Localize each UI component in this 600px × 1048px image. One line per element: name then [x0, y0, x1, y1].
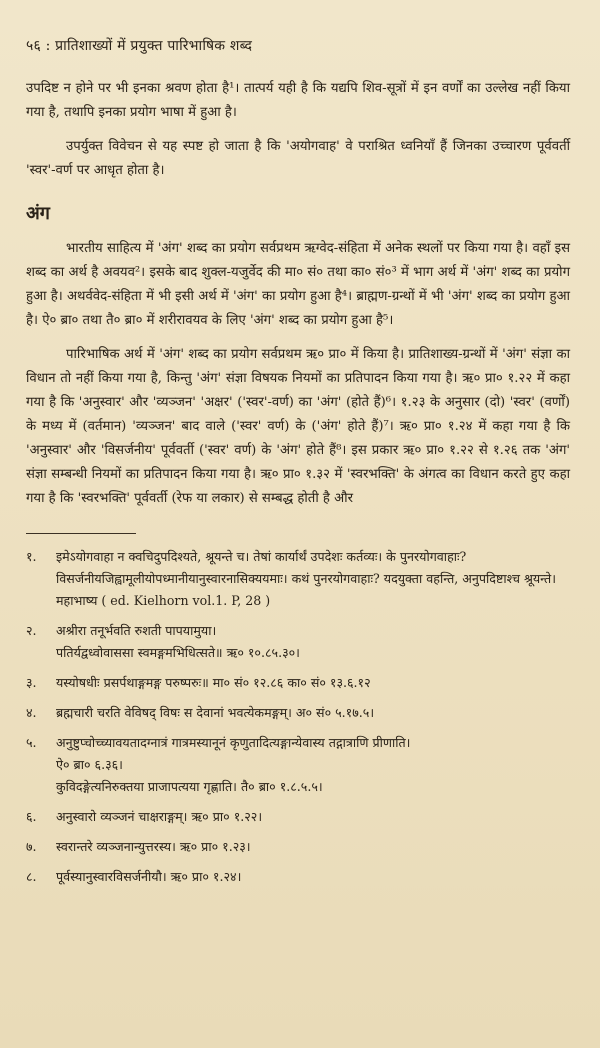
footnote — [26, 836, 570, 858]
footnote-line: अश्रीरा तनूर्भवति रुशती पापयामुया। — [56, 623, 217, 638]
footnote-line: अनुष्टुप्चोच्च्यावयतादग्नात्रं गात्रमस्यानूनं कृणुतादित्यङ्गान्येवास्य तद्गात्राणि प्रीणाति। — [56, 735, 411, 750]
footnote — [26, 546, 570, 612]
running-head: ५६ : प्रातिशाख्यों में प्रयुक्त पारिभाषिक शब्द — [26, 38, 253, 54]
intro-paragraph-2: उपर्युक्त विवेचन से यह स्पष्ट हो जाता है कि 'अयोगवाह' वे पराश्रित ध्वनियाँ हैं जिनका उच्चारण पूर्ववर्ती 'स्वर'-वर्ण पर आधृत होता है। — [26, 139, 570, 178]
section-paragraph-1: भारतीय साहित्य में 'अंग' शब्द का प्रयोग सर्वप्रथम ऋग्वेद-संहिता में अनेक स्थलों पर किया गया है। वहाँ इस शब्द का अर्थ है अवयव²। इसके बाद शुक्ल-यजुर्वेद की मा० सं० तथा का० सं०³ में भाग अर्थ में 'अंग' शब्द का प्रयोग हुआ है। अथर्ववेद-संहिता में भी इसी अर्थ में 'अंग' का प्रयोग हुआ है⁴। ब्राह्मण-ग्रन्थों में भी 'अंग' शब्द का प्रयोग हुआ है। ऐ० ब्रा० तथा तै० ब्रा० में शरीरावयव के लिए 'अंग' शब्द का प्रयोग हुआ है⁵। — [26, 241, 570, 328]
footnote-line: पतिर्यद्वध्वोवाससा स्वमङ्गमभिधित्सते॥ ऋ० १०.८५.३०। — [56, 645, 300, 660]
footnote-text — [56, 732, 570, 798]
footnote-line: स्वरान्तरे व्यञ्जनान्युत्तरस्य। ऋ० प्रा० १.२३। — [56, 839, 251, 854]
footnote — [26, 620, 570, 664]
footnote-number: ८. — [26, 869, 37, 884]
footnote — [26, 866, 570, 888]
footnote-line: इमेऽयोगवाहा न क्वचिदुपदिश्यते, श्रूयन्ते च। तेषां कार्यार्थं उपदेशः कर्तव्यः। के पुनरयोगवाहाः? विसर्जनीयजिह्वामूलीयोपध्मानीयानुस्वारनासिक्ययमाः। कथं पुनरयोगवाहाः? यदयुक्ता वहन्ति, अनुपदिष्टाश्च श्रूयन्ते। महाभाष्य ( ed. Kielhorn vol.1. P, 28 ) — [56, 549, 556, 608]
paragraph-gap — [26, 333, 570, 343]
footnote-number: ७. — [26, 839, 37, 854]
footnote-number: ६. — [26, 809, 37, 824]
footnotes — [26, 546, 570, 888]
footnote-line: पूर्वस्यानुस्वारविसर्जनीयौ। ऋ० प्रा० १.२४। — [56, 869, 242, 884]
section-heading: अंग — [26, 203, 50, 224]
footnote — [26, 702, 570, 724]
footnote-number: २. — [26, 623, 37, 638]
footnote-number: ४. — [26, 705, 37, 720]
footnote-separator — [26, 533, 136, 534]
paragraph-gap — [26, 125, 570, 135]
footnote-line: ऐ० ब्रा० ६.३६। — [56, 757, 123, 772]
footnote-number: ५. — [26, 735, 37, 750]
footnote-text — [56, 672, 570, 694]
footnote-text — [56, 806, 570, 828]
footnote-text — [56, 620, 570, 664]
footnote-text — [56, 866, 570, 888]
footnote — [26, 732, 570, 798]
footnote-line: कुविदङ्गेत्यनिरुक्तया प्राजापत्यया गृह्णाति। तै० ब्रा० १.८.५.५। — [56, 779, 323, 794]
footnote-line: ब्रह्मचारी चरति वेविषद् विषः स देवानां भवत्येकमङ्गम्। अ० सं० ५.१७.५। — [56, 705, 375, 720]
footnote-text — [56, 702, 570, 724]
footnote-line: अनुस्वारो व्यञ्जनं चाक्षराङ्गम्। ऋ० प्रा० १.२२। — [56, 809, 263, 824]
footnote — [26, 672, 570, 694]
footnote-number: ३. — [26, 675, 37, 690]
footnote-text — [56, 546, 570, 612]
intro-paragraph-1: उपदिष्ट न होने पर भी इनका श्रवण होता है¹। तात्पर्य यही है कि यद्यपि शिव-सूत्रों में इन वर्णों का उल्लेख नहीं किया गया है, तथापि इनका प्रयोग भाषा में हुआ है। — [26, 81, 570, 120]
footnote-number: १. — [26, 549, 37, 564]
section-paragraph-2: पारिभाषिक अर्थ में 'अंग' शब्द का प्रयोग सर्वप्रथम ऋ० प्रा० में किया है। प्रातिशाख्य-ग्रन्थों में 'अंग' संज्ञा का विधान तो नहीं किया गया है, किन्तु 'अंग' संज्ञा विषयक नियमों का प्रतिपादन किया गया है। ऋ० प्रा० १.२२ में कहा गया है कि 'अनुस्वार' और 'व्यञ्जन' 'अक्षर' ('स्वर'-वर्ण) का 'अंग' (होते हैं)⁶। १.२३ के अनुसार (दो) 'स्वर' (वर्णों) के मध्य में (वर्तमान) 'व्यञ्जन' बाद वाले ('स्वर' वर्ण) के ('अंग' होते हैं)⁷। ऋ० प्रा० १.२४ में कहा गया है कि 'अनुस्वार' और 'विसर्जनीय' पूर्ववर्ती ('स्वर' वर्ण) के 'अंग' होते हैं⁸। इस प्रकार ऋ० प्रा० १.२२ से १.२६ तक 'अंग' संज्ञा सम्बन्धी नियमों का प्रतिपादन किया गया है। ऋ० प्रा० १.३२ में 'स्वरभक्ति' के अंगत्व का विधान करते हुए कहा गया है कि 'स्वरभक्ति' पूर्ववर्ती (रेफ या लकार) से सम्बद्ध होती है और — [26, 347, 570, 506]
footnote-line: यस्योषधीः प्रसर्पथाङ्गमङ्ग परुष्परुः॥ मा० सं० १२.८६ का० सं० १३.६.१२ — [56, 675, 371, 690]
footnote-text — [56, 836, 570, 858]
footnote — [26, 806, 570, 828]
